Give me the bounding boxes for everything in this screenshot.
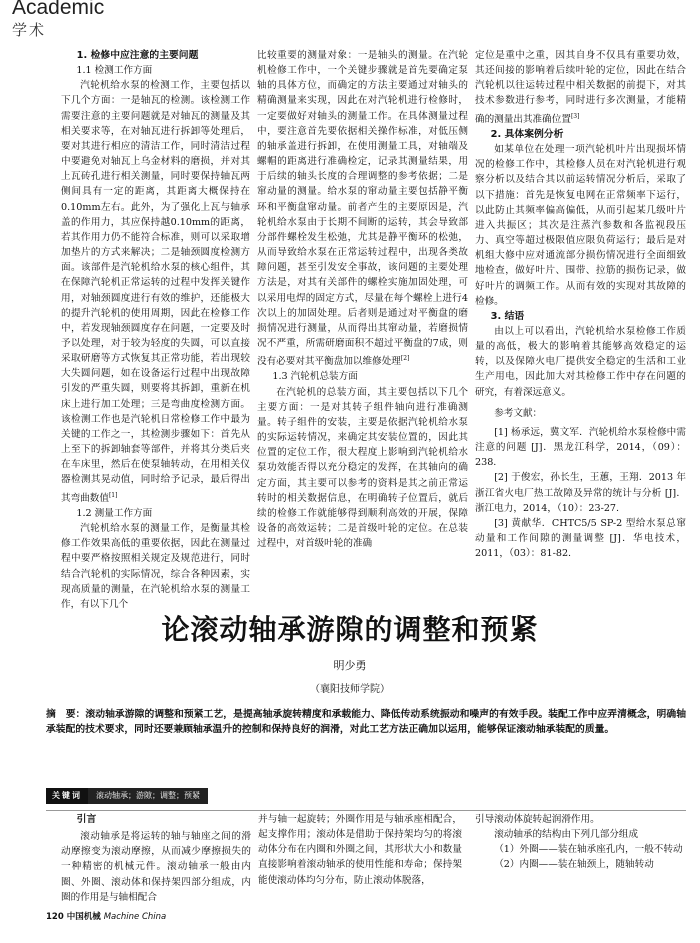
paragraph: 定位是重中之重，因其自身不仅具有重要功效，其还间接的影响着后续叶轮的定位，因此在结合汽轮机以往运转过程中相关数据的前提下，对其技术参数进行参考，同时进行多次测量，才能精确的测量出其准确位置[3] (475, 50, 686, 125)
prev-article-column-2 (257, 48, 468, 551)
section-heading: 2. 具体案例分析 (490, 128, 564, 140)
paragraph: 如某单位在处理一项汽轮机叶片出现损坏情况的检修工作中，其检修人员在对汽轮机进行观察分析以及结合其以前运转情况分析后，采取了以下措施：首先是恢复电网在正常频率下运行，以此防止其频率偏高偏低，从而引起某几级叶片进入共振区；其次是注蒸汽参数和各监视段压力、真空等超过极限值应限负荷运行；最后是对机组大修中应对通流部分损伤情况进行全面细致地检查，做好叶片、围带、拉筋的损伤记录，做好叶片的调频工作。从而有效的实现对其故障的检修。 (475, 144, 686, 307)
abstract-label: 摘 要： (46, 709, 86, 720)
section-heading: 1. 检修中应注意的主要问题 (76, 50, 199, 61)
paragraph: 在汽轮机的总装方面，其主要包括以下几个主要方面：一是对其转子组件轴向进行准确测量。转子组件的安装，主要是依据汽轮机给水泵的实际运转情况，来确定其安装位置的，因此其位置的定位工作，很大程度上影响到汽轮机给水泵功效能否得以充分稳定的发挥，在其轴向的确定方面，其主要可以参考的资料是其之前正常运转时的相关数据信息，在明确转子位置后，就后续的检修工作就能够得到顺利高效的开展，保障设备的高效运转；二是首级叶轮的定位。在总装过程中，对首级叶轮的准确 (257, 386, 468, 550)
intro-heading: 引言 (76, 814, 97, 825)
intro-paragraph: 滚动轴承是将运转的轴与轴座之间的滑动摩擦变为滚动摩擦，从而减少摩擦损失的一种精密的机械元件。滚动轴承一般由内圈、外圈、滚动体和保持架四部分组成，内圈的作用是与轴相配合 (61, 831, 251, 903)
subsection-heading: 1.3 汽轮机总装方面 (272, 371, 358, 383)
reference-item: [2] 于俊宏，孙长生，王蕙，王翔．2013 年浙江省火电厂热工故障及异常的统计与分析 [J]．浙江电力，2014，（10）：23-27. (475, 472, 686, 514)
reference-list (475, 425, 686, 561)
footnote-mark: [2] (400, 355, 410, 363)
subsection-heading: 1.1 检测工作方面 (76, 65, 153, 77)
text-line: 滚动轴承的结构由下列几部分组成 (494, 829, 639, 841)
article-title: 论滚动轴承游隙的调整和预紧 (161, 613, 539, 646)
journal-name-en: Machine China (103, 912, 167, 922)
prev-article-column-3 (475, 48, 686, 561)
article-column-1 (61, 812, 251, 905)
paragraph: 由以上可以看出，汽轮机给水泵检修工作质量的高低，极大的影响着其能够高效稳定的运转，以及保障火电厂提供安全稳定的生活和工业生产用电，因此加大对其检修工作中存在问题的研究，有着深远意义。 (475, 326, 686, 398)
abstract (46, 707, 686, 737)
keywords-label: 关键词 (46, 788, 88, 804)
paragraph: 比较重要的测量对象：一是轴头的测量。在汽轮机检修工作中，一个关键步骤就是首先要确定泵轴的具体方位，而确定的方法主要通过对轴头的精确测量来实现，因此在对汽轮机进行检修时，一定要做好对轴头的测量工作。在具体测量过程中，要注意首先要依据相关操作标准，对低压侧的轴承盖进行拆卸，在使用测量工具，对轴端及螺帽的距离进行准确检定，记录其测量结果，用于后续的轴头长度的合理调整的参考依据；二是窜动量的测量。给水泵的窜动量主要包括静平衡环和平衡盘窜动量。前者产生的主要原因是，汽轮机给水泵由于长期不间断的运转，其会导致部分部件螺栓发生松弛，尤其是静平衡环的松弛，从而导致给水泵在正常运转过程中，出现各类故障问题，甚至引发安全事故，该问题的主要处理方法是，对其有关部件的螺栓实施加固处理，可以采用电焊的固定方式，尽量在每个螺栓上进行4次以上的加固处理。后者则是通过对平衡盘的磨损情况进行测量，从而得出其窜动量，若磨损情况不严重，所需研磨面积不超过平衡盘的7成，则没有必要对其平衡盘加以维修处理[2] (257, 50, 468, 368)
page-number: 120 (46, 912, 64, 922)
references-heading: 参考文献： (494, 407, 543, 419)
article-author: 明少勇 (333, 659, 367, 672)
section-label-zh: 学术 (12, 21, 47, 39)
subsection-heading: 1.2 测量工作方面 (76, 507, 153, 519)
section-heading: 3. 结语 (490, 310, 525, 322)
article-affiliation: （襄阳技师学院） (310, 684, 390, 695)
abstract-text: 滚动轴承游隙的调整和预紧工艺，是提高轴承旋转精度和承载能力、降低传动系统振动和噪声的有效手段。装配工作中应弄清概念，明确轴承装配的技术要求，同时还要兼顾轴承温升的控制和保持良好的润滑，对此工艺方法正确加以运用，能够保证滚动轴承装配的质量。 (46, 709, 687, 735)
reference-item: [3] 黄献华．CHTC5/5 SP-2 型给水泵总窜动量和工作间隙的测量调整 [J]．华电技术，2011，（03）：81-82. (475, 517, 686, 560)
footnote-mark: [3] (570, 112, 580, 120)
keywords-values: 滚动轴承；游隙；调整；预紧 (88, 788, 208, 804)
page-footer (46, 910, 166, 922)
text-line: 引导滚动体旋转起润滑作用。 (475, 814, 600, 825)
keywords-bar (46, 788, 208, 804)
intro-paragraph-cont: 并与轴一起旋转；外圈作用是与轴承座相配合，起支撑作用；滚动体是借助于保持架均匀的将滚动体分布在内圈和外圈之间，其形状大小和数量直接影响着滚动轴承的使用性能和寿命；保持架能使滚动体均匀分布，防止滚动体脱落， (258, 814, 462, 886)
paragraph: 汽轮机给水泵的检测工作，主要包括以下几个方面：一是轴瓦的检测。该检测工作需要注意的主要问题就是对轴瓦的测量及其相关要求等，在对轴瓦进行拆卸等处理后，要对其进行相应的清洁工作，同时清洁过程中要避免对轴瓦上乌金材料的磨损，并对其上瓦砖孔进行相关测量，同时要保持轴瓦两侧间具有一定的距离，其距离大概保持在0.10mm左右。此外，为了强化上瓦与轴承盖的作用力，其应保持越0.10mm的距离，若其作用力仍不能符合标准，则可以采取增加垫片的方式来解决；二是轴颈圆度检测方面。该部件是汽轮机给水泵的核心组件，其在保障汽轮机正常运转的过程中发挥关键作用，对轴颈圆度进行有效的维护，还能极大的提升汽轮机的使用周期，因此在检修工作中，若发现轴颈圆度存在问题，一定要及时予以处理，对于较为轻度的失圆，可以直接采取研磨等方式恢复其正常功能，若出现较大失圆问题，如在设备运行过程中出现故障引发的严重失圆，则要将其拆卸，重新在机床上进行加工处理；三是弯曲度检测方面。该检测工作也是汽轮机日常检修工作中最为关键的工作之一，其检测步骤如下：首先从上至下的拆卸轴套等部件，并将其分类后夹在车床里，然后在使泵轴转动，在用相关仪器检测其晃动值，同时给予记录，最后得出其弯曲数值[1] (61, 80, 250, 504)
journal-name-zh: 中国机械 (66, 912, 101, 922)
footnote-mark: [1] (108, 491, 118, 499)
section-label-en: Academic (12, 0, 105, 19)
prev-article-column-1 (61, 48, 250, 612)
article-column-2 (258, 812, 462, 888)
list-item: （2）内圈——装在轴颈上，随轴转动 (494, 859, 654, 871)
reference-item: [1] 杨承远，冀文军．汽轮机给水泵检修中需注意的问题 [J]．黑龙江科学，2014，（09）：238. (475, 426, 686, 469)
list-item: （1）外圈——装在轴承座孔内，一般不转动 (494, 844, 683, 856)
paragraph: 汽轮机给水泵的测量工作，是衡量其检修工作效果高低的重要依据，因此在测量过程中要严格按照相关规定及规范进行，同时结合汽轮机的实际情况，综合各种因素，实现高质量的测量，在汽轮机给水泵的测量工作，有以下几个 (61, 523, 250, 610)
article-column-3 (475, 812, 686, 873)
divider (46, 810, 686, 811)
